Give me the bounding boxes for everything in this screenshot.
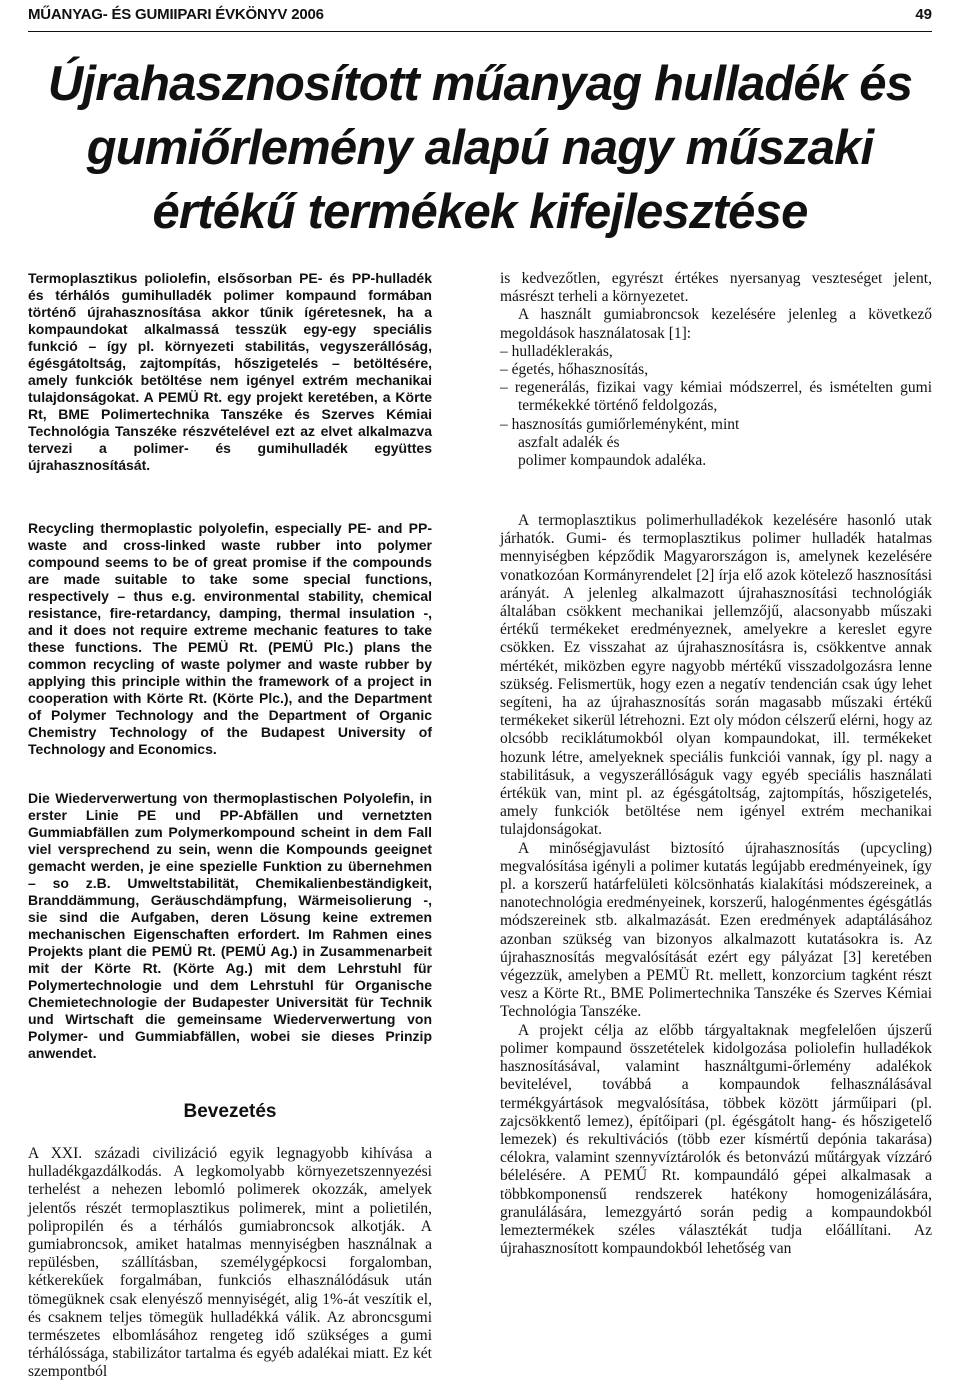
paragraph-3: A termoplasztikus polimerhulladékok kezelésére hasonló utak járhatók. Gumi- és termoplasztikus polimer hulladék hatalmas mennyiségben képződik Magyarországon is, amelynek kezelésére vonatkozóan Kormányrendelet [2] írja elő azok kötelező hasznosítási arányát. A jelenleg alkalmazott újrahasznosítási technológiák általában csökkent mechanikai jellemzőjű, alacsonyabb műszaki értékű termékeket eredményeznek, amelyekre a kereslet egyre csökken. Ez visszahat az újrahasznosításra is, csökkentve annak mértékét, miközben egyre nagyobb mértékű visszadolgozásra lenne szükség. Felismertük, hogy ezen a negatív tendencián csak úgy lehet segíteni, ha az újrahasznosítás során magasabb műszaki értékű termékeket sikerül létrehozni. Ezt oly módon célszerű elérni, hogy az olcsóbb reciklátumokból olyan kompaundokat, ill. termékeket hozunk létre, amelyeknek speciális funkciói vannak, így pl. nagy a stabilitásuk, a vegyszerállóságuk vagy egyéb speciális használati értékük van, mint pl. az égésgátoltság, zajtompítás, hőszigetelés, amely funkciók betöltése nem igényel extrém mechanikai tulajdonságokat. <box>500 512 932 839</box>
section-heading: Bevezetés <box>183 1101 277 1122</box>
paragraph-1: is kedvezőtlen, egyrészt értékes nyersanyag veszteséget jelent, másrészt terheli a környezetet. <box>500 270 932 306</box>
right-column-top <box>500 270 932 470</box>
paragraph-2: A használt gumiabroncsok kezelésére jelenleg a következő megoldások használatosak [1]: <box>500 306 932 342</box>
list-item: aszfalt adalék és <box>518 433 620 451</box>
paragraph-4: A minőségjavulást biztosító újrahasznosítás (upcycling) megvalósítása igényli a polimer kutatás legújabb eredményeinek, így pl. a korszerű határfelületi kölcsönhatás kialakítási módszereinek, a nanotechnológia eredményeinek, korszerű, halogénmentes égésgátlás módszereinek stb. alkalmazását. Ezen eredmények adaptálásához azonban szükség van bizonyos alkalmazott kutatásokra is. Az újrahasznosítás megvalósítását ezért egy pályázat [3] keretében végezzük, amelyben a PEMÜ Rt. mellett, konzorcium tagként részt vesz a Körte Rt., BME Polimertechnika Tanszéke és Szerves Kémiai Technológia Tanszéke. <box>500 839 932 1021</box>
paragraph-5: A projekt célja az előbb tárgyaltaknak megfelelően újszerű polimer kompaund összetételek kidolgozása poliolefin hulladékok hasznosításával, valamint használtgumi-őrlemény adalékok bevitelével, továbbá a kompaundok felhasználásával termékgyártások megvalósítása, többek között járműipari (pl. zajcsökkentő lemez), építőipari (pl. égésgátolt hang- és hőszigetelő lemezek) és rekultivációs (több ezer kísmértű depónia takarása) célokra, valamint szennyvíztárolók és betonvázú műtárgyak vízzáró bélelésére. A PEMŰ Rt. kompaundáló gépei alkalmasak a többkomponensű rendszerek hatékony homogenizálására, granulálására, lemezgyártó során pedig a kompaundokból lemeztermékek széles választékát tudja előállítani. Az újrahasznosított kompaundokból lehetőség van <box>500 1021 932 1258</box>
abstract-german: Die Wiederverwertung von thermoplastischen Polyolefin, in erster Linie PE und PP-Abfällen und vernetzten Gummiabfällen zum Polymerkompound scheint in dem Fall viel versprechend zu sein, wenn die Kompounds geeignet gemacht werden, je eine spezielle Funktion zu übernehmen – so z.B. Umweltstabilität, Chemikalienbeständigkeit, Branddämmung, Geräuschdämpfung, Wärmeisolierung -, sie sind die Aufgaben, deren Lösung keine extremen mechanischen Eigenschaften erfordert. Im Rahmen eines Projekts plant die PEMÜ Rt. (PEMÜ Ag.) in Zusammenarbeit mit der Körte Rt. (Körte Ag.) mit dem Lehrstuhl für Polymertechnologie und dem Lehrstuhl für Organische Chemietechnologie der Budapester Universität für Technik und Wirtschaft die gemeinsame Wiederverwertung von Polymer- und Gummiabfällen, wobei sie dieses Prinzip anwendet. <box>28 790 432 1061</box>
title-line-1: Újrahasznosított műanyag hulladék és <box>47 57 913 111</box>
title-line-3: értékű termékek kifejlesztése <box>152 185 808 239</box>
journal-header: MŰANYAG- ÉS GUMIIPARI ÉVKÖNYV 2006 <box>28 6 324 23</box>
intro-paragraph <box>28 1145 432 1382</box>
abstract-hungarian: Termoplasztikus poliolefin, elsősorban PE- és PP-hulladék és térhálós gumihulladék polimer kompaund formában történő újrahasznosítása akkor tűnik ígéretesnek, ha a kompaundokat alkalmassá tesszük egy-egy speciális funkció – így pl. környezeti stabilitás, vegyszerállóság, égésgátoltság, zajtompítás, hőszigetelés – betöltésére, amely funkciók betöltése nem igényel extrém mechanikai tulajdonságokat. A PEMÜ Rt. egy projekt keretében, a Körte Rt, BME Polimertechnika Tanszéke és Szerves Kémiai Technológia Tanszéke részvételével ezt az elvet alkalmazva tervezi a polimer- és gumihulladék együttes újrahasznosítását. <box>28 270 432 473</box>
list-item: – égetés, hőhasznosítás, <box>500 361 649 379</box>
title-line-2: gumiőrlemény alapú nagy műszaki <box>86 121 874 175</box>
list-item: – hulladéklerakás, <box>500 342 613 360</box>
header-rule <box>28 31 932 32</box>
page-number: 49 <box>915 6 932 23</box>
abstract-english: Recycling thermoplastic polyolefin, especially PE- and PP-waste and cross-linked waste rubber into polymer compound seems to be of great promise if the compounds are made suitable to take some special functions, respectively – thus e.g. environmental stability, chemical resistance, fire-retardancy, damping, thermal insulation -, and it does not require extreme mechanic features to take these functions. The PEMÜ Rt. (PEMÜ Plc.) plans the common recycling of waste polymer and waste rubber by applying this principle within the framework of a project in cooperation with Körte Rt. (Körte Plc.), and the Department of Polymer Technology and the Department of Organic Chemistry Technology of the Budapest University of Technology and Economics. <box>28 520 432 757</box>
article-title <box>20 52 940 244</box>
solutions-list <box>500 343 932 470</box>
right-column-main <box>500 512 932 1258</box>
list-item: – regenerálás, fizikai vagy kémiai módszerrel, és ismételten gumi termékekké történő feldolgozás, <box>500 379 932 415</box>
list-item: – hasznosítás gumiőrleményként, mint <box>500 415 740 433</box>
list-item: polimer kompaundok adaléka. <box>518 452 707 470</box>
intro-text: A XXI. századi civilizáció egyik legnagyobb kihívása a hulladékgazdálkodás. A legkomolyabb környezetszennyezési terhelést a nehezen lebomló polimerek okozzák, amelyek jelentős részét termoplasztikus polimerek, mint a polietilén, polipropilén és a térhálós gumiabroncsok alkotják. A gumiabroncsok, amiket hatalmas mennyiségben használnak a repülésben, szállításban, személygépkocsi forgalomban, kétkerekűek forgalmában, funkciós elhasználódásuk után tömegüknek csak elenyésző mennyiségét, alig 1%-át veszítik el, és csaknem teljes tömegük hulladékká válik. Az abroncsgumi természetes elbomlásához rengeteg idő szükséges a gumi térhálóssága, stabilizátor tartalma és egyéb adalékai miatt. Ez két szempontból <box>28 1145 432 1381</box>
